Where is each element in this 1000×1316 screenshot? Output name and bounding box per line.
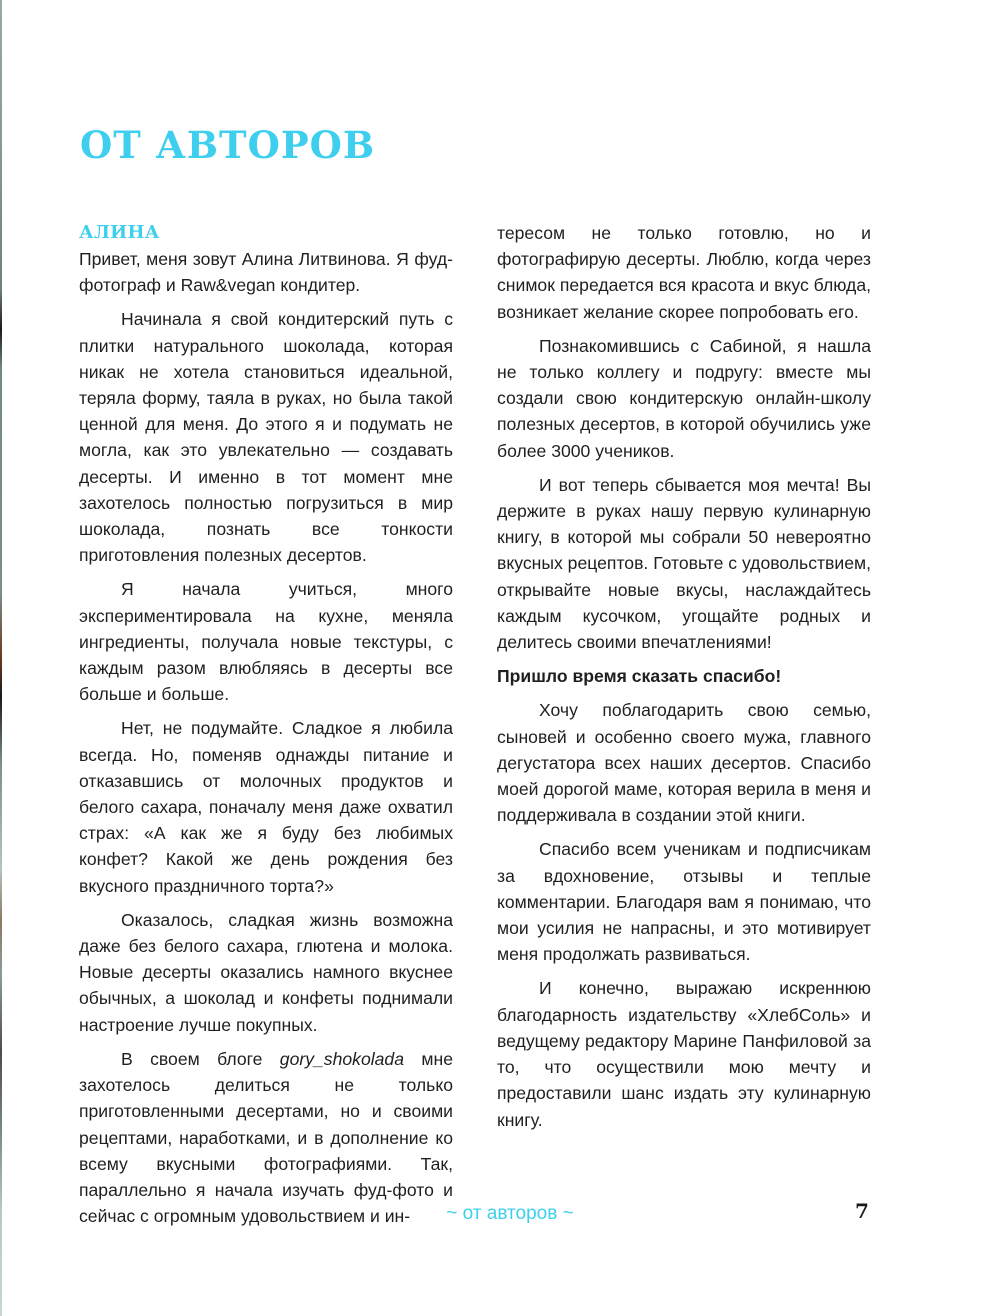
thanks-heading: Пришло время сказать спасибо! (497, 666, 782, 687)
body-paragraph: Начинала я свой кондитерский путь с плитки натурального шоколада, которая никак не хотела становиться идеальной, теряла форму, таяла в руках, но была такой ценной для меня. До этого я и подумать не могла, как это увлекательно — создавать десерты. И именно в тот момент мне захотелось полностью погрузиться в мир шоколада, познать все тонкости приготовления полезных десертов. (79, 309, 453, 566)
running-footer: ~ от авторов ~ (446, 1203, 574, 1224)
blog-text-after: мне захотелось делиться не только приготовленными десертами, но и своими рецептами, наработками, и в дополнение ко всему вкусными фотографиями. Так, параллельно я начала изучать фуд-фото и сейчас с огромным удовольствием и ин- (79, 1048, 453, 1227)
intro-paragraph: Привет, меня зовут Алина Литвинова. Я фуд-фотограф и Raw&vegan кондитер. (79, 249, 453, 296)
thanks-paragraph: Хочу поблагодарить свою семью, сыновей и особенно своего мужа, главного дегустатора всех наших десертов. Спасибо моей дорогой маме, которая верила в меня и поддерживала в создании этой книги. (497, 700, 871, 826)
body-paragraph: Нет, не подумайте. Сладкое я любила всегда. Но, поменяв однажды питание и отказавшись от молочных продуктов и белого сахара, поначалу меня даже охватил страх: «А как же я буду без любимых конфет? Какой же день рождения без вкусного праздничного торта?» (79, 718, 453, 896)
author-heading: АЛИНА (79, 222, 160, 243)
left-column (79, 220, 453, 1237)
thanks-paragraph: Спасибо всем ученикам и подписчикам за вдохновение, отзывы и теплые комментарии. Благодаря вам я понимаю, что мои усилия не напрасны, и это мотивирует меня продолжать развиваться. (497, 839, 871, 965)
thanks-paragraph: И конечно, выражаю искреннюю благодарность издательству «ХлебСоль» и ведущему редактору Марине Панфиловой за то, что осуществили мою мечту и предоставили шанс издать эту кулинарную книгу. (497, 978, 871, 1130)
body-paragraph: Оказалось, сладкая жизнь возможна даже без белого сахара, глютена и молока. Новые десерты оказались намного вкуснее обычных, а шоколад и конфеты поднимали настроение лучше покупных. (79, 909, 453, 1035)
right-column (497, 220, 871, 1141)
page-number: 7 (855, 1199, 869, 1223)
body-paragraph: Я начала учиться, много экспериментировала на кухне, меняла ингредиенты, получала новые текстуры, с каждым разом влюбляясь в десерты все больше и больше. (79, 579, 453, 705)
blog-text-before: В своем блоге (121, 1048, 280, 1069)
page-title: ОТ АВТОРОВ (80, 123, 376, 167)
body-paragraph: И вот теперь сбывается моя мечта! Вы держите в руках нашу первую кулинарную книгу, в которой мы собрали 50 невероятно вкусных рецептов. Готовьте с удовольствием, открывайте новые вкусы, наслаждайтесь каждым кусочком, угощайте родных и делитесь своими впечатлениями! (497, 474, 872, 653)
body-paragraph: Познакомившись с Сабиной, я нашла не только коллегу и подругу: вместе мы создали свою кондитерскую онлайн-школу полезных десертов, в которой обучились уже более 3000 учеников. (497, 335, 871, 461)
blog-paragraph (79, 1046, 453, 1229)
continued-paragraph: тересом не только готовлю, но и фотографирую десерты. Люблю, когда через снимок передается вся красота и вкус блюда, возникает желание скорее попробовать его. (497, 223, 871, 322)
blog-name: gory_shokolada (279, 1048, 405, 1069)
adjacent-page-edge (0, 0, 2, 1316)
